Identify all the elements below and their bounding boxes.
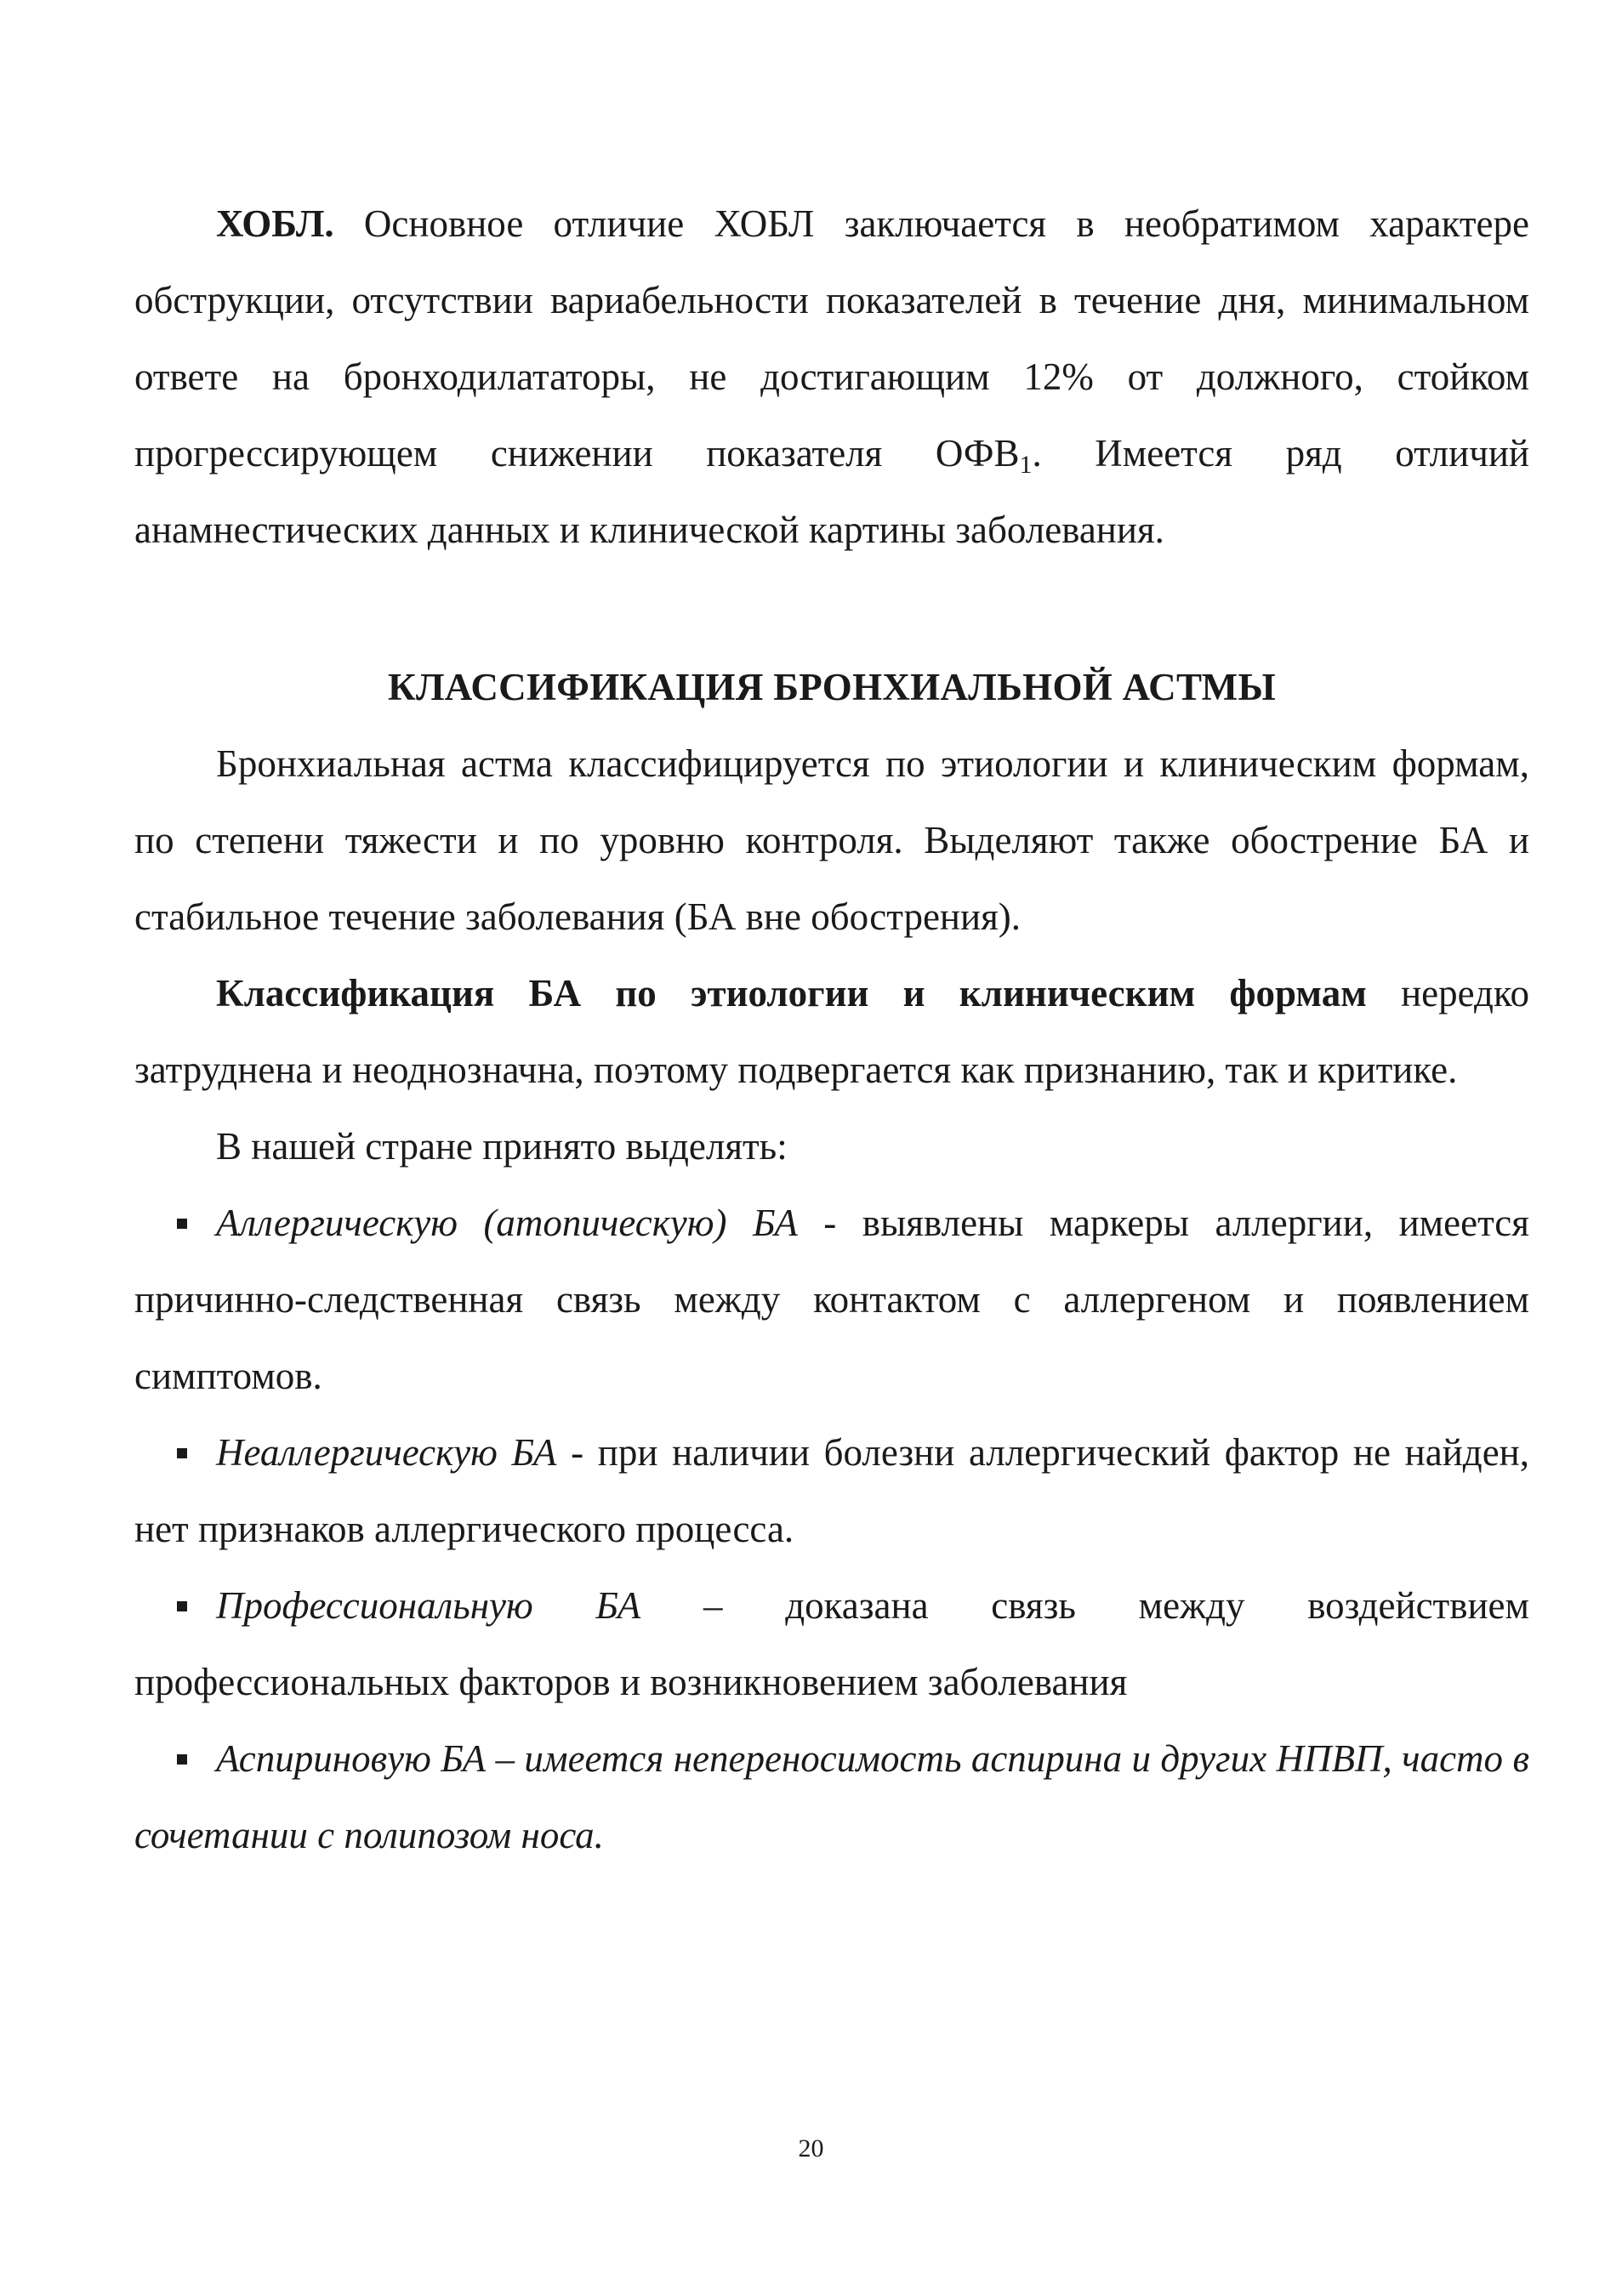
bullet-icon	[177, 1601, 187, 1611]
page-content	[134, 185, 1529, 1873]
list-item-term: Аспириновую БА – имеется непереносимость аспирина и других НПВП, часто в сочетании с полипозом носа.	[134, 1737, 1529, 1856]
list-item	[134, 1185, 1529, 1414]
copd-text-a: Основное отличие ХОБЛ заключается в необратимом характере обструкции, отсутствии вариабельности показателей в течение дня, минимальном ответе на бронходилататоры, не достигающим 12% от должного, стойком прогрессирующем снижении показателя ОФВ	[134, 202, 1529, 475]
list-item-text: - выявлены маркеры аллергии, имеется причинно-следственная связь между контактом с аллергеном и появлением симптомов.	[134, 1202, 1529, 1397]
bullet-icon	[177, 1448, 187, 1458]
etiology-lead: Классификация БА по этиологии и клиническим формам	[216, 972, 1367, 1014]
copd-text-b: . Имеется ряд отличий анамнестических данных и клинической картины заболевания.	[134, 432, 1529, 551]
paragraph-etiology	[134, 955, 1529, 1108]
bullet-icon	[177, 1219, 187, 1229]
paragraph-list-intro: В нашей стране принято выделять:	[216, 1125, 788, 1168]
etiology-text: нередко затруднена и неоднозначна, поэтому подвергается как признанию, так и критике.	[134, 972, 1529, 1091]
bullet-icon	[177, 1754, 187, 1765]
section-heading: КЛАССИФИКАЦИЯ БРОНХИАЛЬНОЙ АСТМЫ	[388, 666, 1276, 708]
list-item-term: Неаллергическую БА	[216, 1431, 557, 1474]
list-item	[134, 1720, 1529, 1873]
list-item	[134, 1414, 1529, 1567]
list-item	[134, 1567, 1529, 1720]
paragraph-classification-intro: Бронхиальная астма классифицируется по этиологии и клиническим формам, по степени тяжести и по уровню контроля. Выделяют также обострение БА и стабильное течение заболевания (БА вне обострения).	[134, 742, 1529, 938]
page-number: 20	[798, 2134, 824, 2162]
list-item-term: Профессиональную БА	[216, 1584, 641, 1627]
list-item-text: - при наличии болезни аллергический фактор не найден, нет признаков аллергического процесса.	[134, 1431, 1529, 1550]
list-item-term: Аллергическую (атопическую) БА	[216, 1202, 798, 1244]
paragraph-copd	[134, 185, 1529, 568]
fev-subscript: 1	[1019, 451, 1033, 479]
list-item-text: – доказана связь между воздействием профессиональных факторов и возникновением заболевания	[134, 1584, 1530, 1703]
copd-lead: ХОБЛ.	[216, 202, 334, 245]
